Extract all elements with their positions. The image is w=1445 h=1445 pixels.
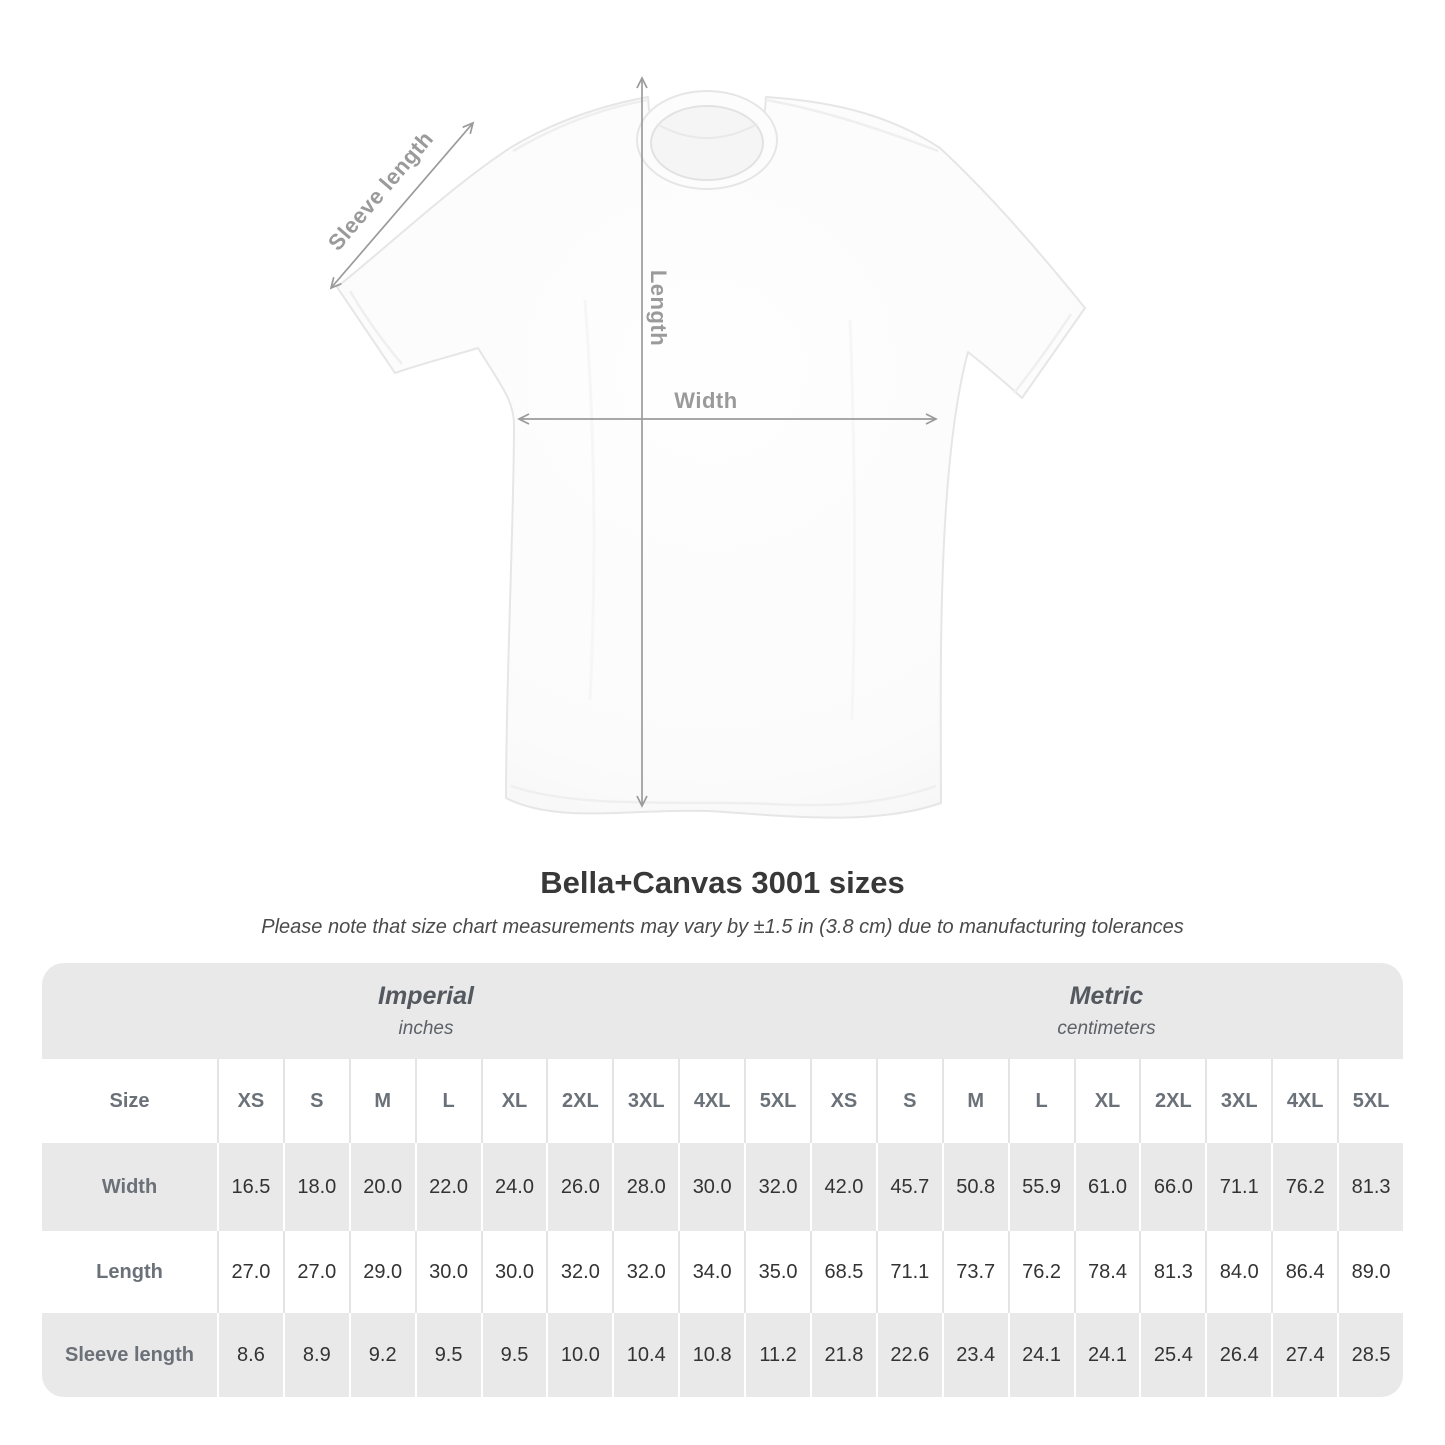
size-column-header: XL bbox=[481, 1059, 547, 1143]
measurement-value: 71.1 bbox=[1205, 1143, 1271, 1231]
collar-opening bbox=[651, 106, 763, 180]
measurement-value: 8.6 bbox=[217, 1313, 283, 1397]
row-label: Width bbox=[42, 1143, 217, 1231]
size-column-header: M bbox=[942, 1059, 1008, 1143]
measurement-value: 9.5 bbox=[481, 1313, 547, 1397]
length-label: Length bbox=[646, 269, 671, 347]
unit-group-header-metric bbox=[810, 963, 1403, 1059]
measurement-value: 50.8 bbox=[942, 1143, 1008, 1231]
measurement-value: 16.5 bbox=[217, 1143, 283, 1231]
measurement-value: 24.1 bbox=[1008, 1313, 1074, 1397]
size-column-header: S bbox=[876, 1059, 942, 1143]
measurement-value: 81.3 bbox=[1337, 1143, 1403, 1231]
size-column-header: 2XL bbox=[1139, 1059, 1205, 1143]
size-column-header: 2XL bbox=[546, 1059, 612, 1143]
measurement-value: 89.0 bbox=[1337, 1231, 1403, 1313]
size-column-header: 3XL bbox=[612, 1059, 678, 1143]
row-label: Sleeve length bbox=[42, 1313, 217, 1397]
size-column-header: 5XL bbox=[744, 1059, 810, 1143]
measurement-value: 32.0 bbox=[744, 1143, 810, 1231]
sleeve-length-label: Sleeve length bbox=[322, 126, 439, 256]
tshirt-body bbox=[337, 97, 1085, 818]
measurement-value: 30.0 bbox=[481, 1231, 547, 1313]
measurement-value: 10.0 bbox=[546, 1313, 612, 1397]
unit-group-sublabel: inches bbox=[398, 1018, 454, 1039]
size-row-label: Size bbox=[42, 1059, 217, 1143]
measurement-value: 34.0 bbox=[678, 1231, 744, 1313]
size-column-header: S bbox=[283, 1059, 349, 1143]
size-column-header: M bbox=[349, 1059, 415, 1143]
measurement-value: 24.0 bbox=[481, 1143, 547, 1231]
width-label: Width bbox=[674, 388, 738, 413]
measurement-value: 18.0 bbox=[283, 1143, 349, 1231]
measurement-value: 27.0 bbox=[283, 1231, 349, 1313]
measurement-value: 30.0 bbox=[415, 1231, 481, 1313]
measurement-value: 78.4 bbox=[1074, 1231, 1140, 1313]
measurement-value: 86.4 bbox=[1271, 1231, 1337, 1313]
measurement-value: 68.5 bbox=[810, 1231, 876, 1313]
measurement-value: 9.5 bbox=[415, 1313, 481, 1397]
measurement-value: 32.0 bbox=[612, 1231, 678, 1313]
measurement-value: 26.4 bbox=[1205, 1313, 1271, 1397]
size-table bbox=[42, 963, 1403, 1397]
unit-group-label: Imperial bbox=[378, 982, 474, 1010]
measurement-value: 22.0 bbox=[415, 1143, 481, 1231]
measurement-value: 25.4 bbox=[1139, 1313, 1205, 1397]
size-column-header: 3XL bbox=[1205, 1059, 1271, 1143]
size-column-header: 5XL bbox=[1337, 1059, 1403, 1143]
size-column-header: L bbox=[1008, 1059, 1074, 1143]
unit-group-sublabel: centimeters bbox=[1057, 1018, 1156, 1039]
measurement-value: 24.1 bbox=[1074, 1313, 1140, 1397]
measurement-value: 28.5 bbox=[1337, 1313, 1403, 1397]
measurement-value: 10.8 bbox=[678, 1313, 744, 1397]
measurement-value: 76.2 bbox=[1271, 1143, 1337, 1231]
measurement-value: 45.7 bbox=[876, 1143, 942, 1231]
measurement-value: 27.0 bbox=[217, 1231, 283, 1313]
size-column-header: L bbox=[415, 1059, 481, 1143]
measurement-value: 55.9 bbox=[1008, 1143, 1074, 1231]
measurement-value: 8.9 bbox=[283, 1313, 349, 1397]
measurement-value: 9.2 bbox=[349, 1313, 415, 1397]
measurement-value: 22.6 bbox=[876, 1313, 942, 1397]
measurement-value: 42.0 bbox=[810, 1143, 876, 1231]
size-column-header: XS bbox=[217, 1059, 283, 1143]
measurement-value: 26.0 bbox=[546, 1143, 612, 1231]
measurement-value: 73.7 bbox=[942, 1231, 1008, 1313]
row-label: Length bbox=[42, 1231, 217, 1313]
measurement-value: 61.0 bbox=[1074, 1143, 1140, 1231]
measurement-value: 66.0 bbox=[1139, 1143, 1205, 1231]
measurement-value: 76.2 bbox=[1008, 1231, 1074, 1313]
unit-group-label: Metric bbox=[1069, 982, 1144, 1010]
size-column-header: 4XL bbox=[678, 1059, 744, 1143]
measurement-value: 21.8 bbox=[810, 1313, 876, 1397]
measurement-value: 20.0 bbox=[349, 1143, 415, 1231]
measurement-value: 23.4 bbox=[942, 1313, 1008, 1397]
measurement-value: 28.0 bbox=[612, 1143, 678, 1231]
measurement-value: 81.3 bbox=[1139, 1231, 1205, 1313]
measurement-value: 11.2 bbox=[744, 1313, 810, 1397]
measurement-value: 27.4 bbox=[1271, 1313, 1337, 1397]
tolerance-note: Please note that size chart measurements may vary by ±1.5 in (3.8 cm) due to manufacturing tolerances bbox=[261, 916, 1184, 938]
measurement-value: 29.0 bbox=[349, 1231, 415, 1313]
measurement-value: 35.0 bbox=[744, 1231, 810, 1313]
measurement-value: 71.1 bbox=[876, 1231, 942, 1313]
measurement-value: 84.0 bbox=[1205, 1231, 1271, 1313]
size-column-header: 4XL bbox=[1271, 1059, 1337, 1143]
measurement-value: 30.0 bbox=[678, 1143, 744, 1231]
page-title: Bella+Canvas 3001 sizes bbox=[540, 865, 905, 900]
measurement-value: 10.4 bbox=[612, 1313, 678, 1397]
measurement-value: 32.0 bbox=[546, 1231, 612, 1313]
unit-group-header-imperial bbox=[42, 963, 810, 1059]
size-column-header: XL bbox=[1074, 1059, 1140, 1143]
size-column-header: XS bbox=[810, 1059, 876, 1143]
